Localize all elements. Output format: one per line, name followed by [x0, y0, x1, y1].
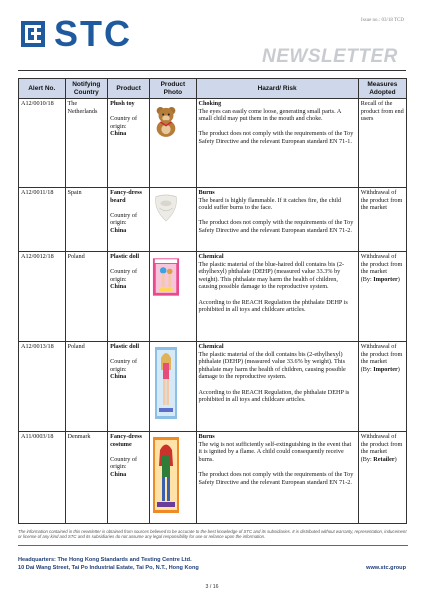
product-name: Plush toy — [110, 100, 135, 107]
table-row — [19, 99, 407, 188]
measure-by: (By: Importer) — [360, 365, 400, 373]
hazard-description: The wig is not sufficiently self-extinguishing in the event that it is ignited by a flame. A child could consequently receive burns. — [198, 440, 352, 463]
notifying-country: Denmark — [65, 432, 108, 524]
col-header-country: Notifying Country — [65, 79, 108, 99]
measure-text: Withdrawal of the product from the market — [360, 343, 403, 366]
measure-text: Withdrawal of the product from the market — [360, 253, 403, 276]
hazard-description: The beard is highly flammable. If it catches fire, the child could suffer burns to the face. — [198, 196, 342, 212]
col-header-product: Product — [108, 79, 150, 99]
measure-by-party: Importer — [373, 365, 398, 373]
hazard-title: Chemical — [198, 253, 224, 260]
measure-by: (By: Retailer) — [360, 455, 397, 463]
measure-by-party: Importer — [373, 275, 398, 283]
notifying-country: Poland — [65, 342, 108, 432]
issue-number: Issue no.: 03/18 TCD — [361, 18, 404, 23]
hazard-title: Burns — [198, 433, 215, 440]
alert-number: A12/0013/18 — [19, 342, 66, 432]
hazard-cell — [196, 188, 358, 252]
table-row — [19, 432, 407, 524]
alert-number: A12/0011/18 — [19, 188, 66, 252]
footer-divider — [18, 545, 408, 546]
col-header-alert: Alert No. — [19, 79, 66, 99]
hazard-description: The plastic material of the doll contains bis (2-ethylhexyl) phthalate (DEHP) (measured value 33.6% by weight). This phthalate may harm the health of children, causing possible damage to the reproductive system. — [198, 350, 346, 381]
hazard-title: Chemical — [198, 343, 224, 350]
hazard-cell — [196, 99, 358, 188]
measure-text: Withdrawal of the product from the market — [360, 433, 403, 456]
table-row — [19, 252, 407, 342]
alert-number: A12/0010/18 — [19, 99, 66, 188]
product-photo-cell — [150, 342, 196, 432]
hazard-title: Burns — [198, 189, 215, 196]
origin-label: Country of origin: — [110, 115, 138, 130]
measure-text: Recall of the product from end users — [360, 100, 404, 123]
measures-cell — [358, 188, 406, 252]
origin-label: Country of origin: — [110, 268, 138, 283]
origin-label: Country of origin: — [110, 455, 138, 471]
product-name: Plastic doll — [110, 343, 140, 350]
hazard-description: The eyes can easily come loose, generating small parts. A small child may put them in the mouth and choke. — [198, 107, 341, 123]
disclaimer-text: The information contained in this newsletter is obtained from sources believed to be accurate to the best knowledge of STC and its subsidiaries. It is distributed without warranty, representation, inducement or license of any kind and STC and its subsidiaries do not assume any legal responsibility for use or reliance upon the information. — [18, 529, 407, 540]
hazard-cell — [196, 252, 358, 342]
product-cell — [108, 252, 150, 342]
measures-cell — [358, 432, 406, 524]
table-header-row — [19, 79, 407, 99]
hazard-regulation: According to the REACH Regulation, the phthalate DEHP is prohibited in all toys and childcare articles. — [198, 388, 350, 404]
doll-tall-photo — [152, 346, 180, 420]
beard-photo — [152, 192, 180, 224]
hazard-compliance: The product does not comply with the requirements of the Toy Safety Directive and the relevant European standard EN 71-1. — [198, 130, 354, 145]
product-photo-cell — [150, 188, 196, 252]
measure-text: Withdrawal of the product from the market — [360, 189, 403, 212]
measure-by-party: Retailer — [373, 455, 395, 463]
product-name: Fancy-dress beard — [110, 189, 142, 204]
hazard-title: Choking — [198, 100, 222, 107]
notifying-country: Poland — [65, 252, 108, 342]
origin-value: China — [110, 373, 127, 381]
hazard-cell — [196, 432, 358, 524]
header-divider — [18, 70, 406, 71]
notifying-country: Spain — [65, 188, 108, 252]
alert-number: A12/0012/18 — [19, 252, 66, 342]
product-cell — [108, 342, 150, 432]
hq-company: Headquarters: The Hong Kong Standards and Testing Centre Ltd. — [18, 557, 192, 563]
doll-box-photo — [152, 256, 180, 298]
col-header-photo: Product Photo — [150, 79, 196, 99]
product-name: Plastic doll — [110, 253, 140, 260]
plush-toy-photo — [152, 103, 180, 139]
origin-value: China — [110, 226, 127, 234]
measures-cell — [358, 252, 406, 342]
product-cell — [108, 188, 150, 252]
origin-label: Country of origin: — [110, 358, 138, 373]
stc-logo-mark — [21, 21, 45, 47]
hazard-compliance: The product does not comply with the requirements of the Toy Safety Directive and the relevant European standard EN 71-2. — [198, 470, 354, 486]
notifying-country: The Netherlands — [65, 99, 108, 188]
origin-label: Country of origin: — [110, 211, 138, 227]
product-name: Fancy-dress costume — [110, 433, 142, 448]
hazard-cell — [196, 342, 358, 432]
headquarters-address — [18, 557, 199, 573]
hq-street: 10 Dai Wang Street, Tai Po Industrial Estate, Tai Po, N.T., Hong Kong — [18, 564, 199, 571]
product-photo-cell — [150, 99, 196, 188]
measure-by: (By: Importer) — [360, 275, 400, 283]
newsletter-title: NEWSLETTER — [262, 46, 398, 67]
product-cell — [108, 99, 150, 188]
measures-cell — [358, 99, 406, 188]
alerts-table — [18, 78, 407, 524]
origin-value: China — [110, 470, 127, 478]
table-row — [19, 342, 407, 432]
hazard-description: The plastic material of the blue-haired doll contains bis (2-ethylhexyl) phthalate (DEHP) (measured value 33.3% by weight). This phthalate may harm the health of children, causing possible damage to the reproductive system. — [198, 260, 345, 291]
hazard-regulation: According to the REACH Regulation the phthalate DEHP is prohibited in all toys and childcare articles. — [198, 298, 348, 314]
hazard-compliance: The product does not comply with the requirements of the Toy Safety Directive and the relevant European standard EN 71-2. — [198, 219, 354, 234]
measures-cell — [358, 342, 406, 432]
product-cell — [108, 432, 150, 524]
origin-value: China — [110, 130, 127, 138]
website-link[interactable]: www.stc.group — [366, 565, 406, 571]
costume-photo — [152, 436, 180, 514]
product-photo-cell — [150, 252, 196, 342]
logo-text: STC — [54, 13, 132, 54]
col-header-measures: Measures Adopted — [358, 79, 406, 99]
table-row — [19, 188, 407, 252]
origin-value: China — [110, 283, 127, 291]
col-header-hazard: Hazard/ Risk — [196, 79, 358, 99]
page-number: 3 / 16 — [205, 584, 219, 590]
alert-number: A11/0003/18 — [19, 432, 66, 524]
product-photo-cell — [150, 432, 196, 524]
